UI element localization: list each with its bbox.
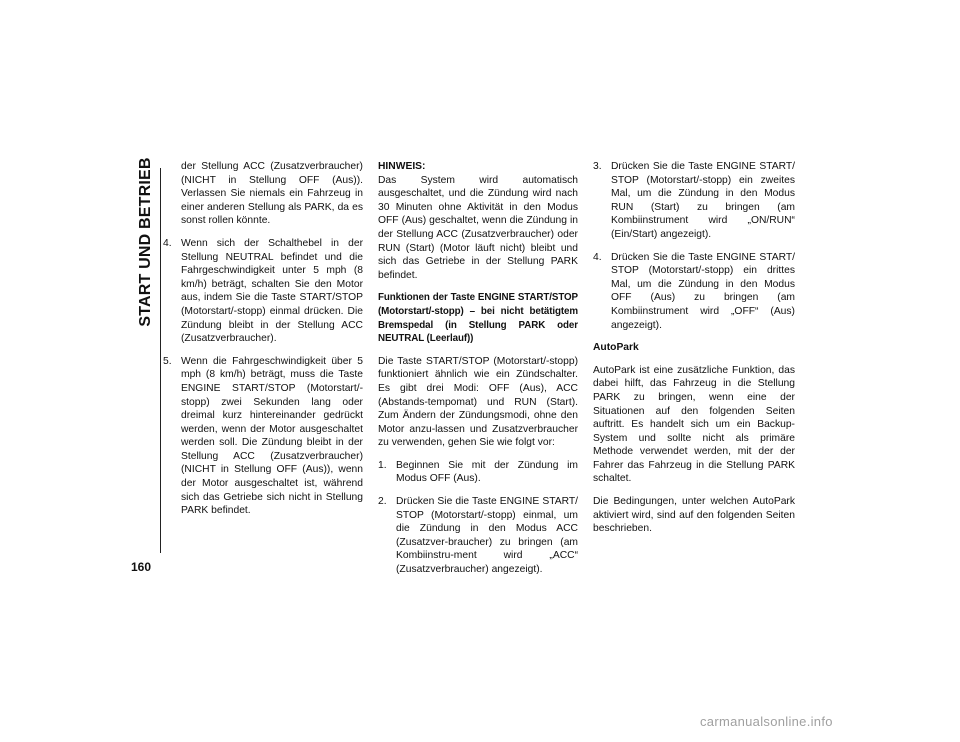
section-side-title-text: START UND BETRIEB [137,157,154,327]
side-divider-line [160,168,161,553]
section-side-title [131,157,161,327]
list-item-text: Beginnen Sie mit der Zündung im Modus OFF (Aus). [396,459,578,485]
list-item-text: Drücken Sie die Taste ENGINE START/ STOP (Motorstart/-stopp) ein drittes Mal, um die Zündung in den Modus OFF (Aus) zu bringen (am Kombiinstrument wird „OFF“ (Aus) angezeigt). [611,251,795,331]
text-column-2 [378,160,578,586]
watermark: carmanualsonline.info [700,714,833,729]
functions-heading: Funktionen der Taste ENGINE START/STOP (Motorstart/-stopp) – bei nicht betätigtem Bremspedal (in Stellung PARK oder NEUTRAL (Leerlauf)) [378,292,578,345]
list-item-text: Drücken Sie die Taste ENGINE START/ STOP (Motorstart/-stopp) einmal, um die Zündung in den Modus ACC (Zusatzver-braucher) zu bringen (am Kombiinstru-ment wird „ACC“ (Zusatzverbraucher) angezeigt). [396,496,578,576]
functions-paragraph: Die Taste START/STOP (Motorstart/-stopp) funktioniert ähnlich wie ein Zündschalter. Es gibt drei Modi: OFF (Aus), ACC (Abstands-tempomat) und RUN (Start). Zum Ändern der Zündungsmodi, ohne den Motor anzu-lassen und Zusatzverbraucher zu verwenden, gehen Sie wie folgt vor: [378,355,578,449]
autopark-paragraph-2: Die Bedingungen, unter welchen AutoPark aktiviert wird, sind auf den folgenden Seiten beschrieben. [593,496,795,535]
note-paragraph: Das System wird automatisch ausgeschaltet, und die Zündung wird nach 30 Minuten ohne Aktivität in den Modus OFF (Aus) geschaltet, wenn die Zündung in der Stellung ACC (Zusatzverbraucher) oder RUN (Start) (Motor läuft nicht) bleibt und sich das Getriebe in der Stellung PARK befindet. [378,174,578,281]
list-item-text: Wenn die Fahrgeschwindigkeit über 5 mph (8 km/h) beträgt, muss die Taste ENGINE START/STOP (Motorstart/-stopp) zwei Sekunden lang oder dreimal kurz hintereinander gedrückt werden, wenn der Motor ausgeschaltet werden soll. Die Zündung bleibt in der Stellung ACC (Zusatzverbraucher) (NICHT in Stellung OFF (Aus)), wenn der Motor ausgeschaltet ist, während sich das Getriebe sich nicht in Stellung PARK befindet. [181,355,363,517]
list-item-5 [163,355,363,518]
autopark-paragraph-1: AutoPark ist eine zusätzliche Funktion, das dabei hilft, das Fahrzeug in die Stellung PARK zu bringen, wenn eine der Situationen auf den folgenden Seiten auftritt. Es handelt sich um ein Backup-System und sollte nicht als primäre Methode verwendet werden, mit der der Fahrer das Fahrzeug in die Stellung PARK schaltet. [593,364,795,485]
list-number: 1. [378,459,387,471]
text-column-3 [593,160,795,545]
autopark-heading: AutoPark [593,342,639,354]
list-item-2 [378,495,578,577]
page-number: 160 [131,560,152,574]
list-item-3 [593,160,795,242]
list-item-4b [593,251,795,333]
list-item-text: Wenn sich der Schalthebel in der Stellung NEUTRAL befindet und die Fahrgeschwindigkeit unter 5 mph (8 km/h) beträgt, schalten Sie den Motor aus, indem Sie die Taste START/STOP (Motorstart/-stopp) einmal drücken. Die Zündung bleibt in der Stellung ACC (Zusatzverbraucher). [181,237,363,345]
list-number: 5. [163,355,172,367]
list-item-text: Drücken Sie die Taste ENGINE START/ STOP (Motorstart/-stopp) ein zweites Mal, um die Zündung in den Modus RUN (Start) zu bringen (am Kombiinstrument wird „ON/RUN“ (Ein/Start) angezeigt). [611,161,795,240]
list-number: 4. [163,237,172,249]
continued-paragraph: der Stellung ACC (Zusatzverbraucher) (NICHT in Stellung OFF (Aus)). Verlassen Sie niemals ein Fahrzeug in einer anderen Stellung als PARK, da es sonst rollen könnte. [181,161,363,227]
text-column-1 [163,160,363,527]
list-number: 3. [593,161,602,172]
list-item-1 [378,459,578,486]
note-heading: HINWEIS: [378,161,426,172]
list-number: 4. [593,251,602,263]
list-number: 2. [378,496,387,508]
list-item-4 [163,237,363,346]
